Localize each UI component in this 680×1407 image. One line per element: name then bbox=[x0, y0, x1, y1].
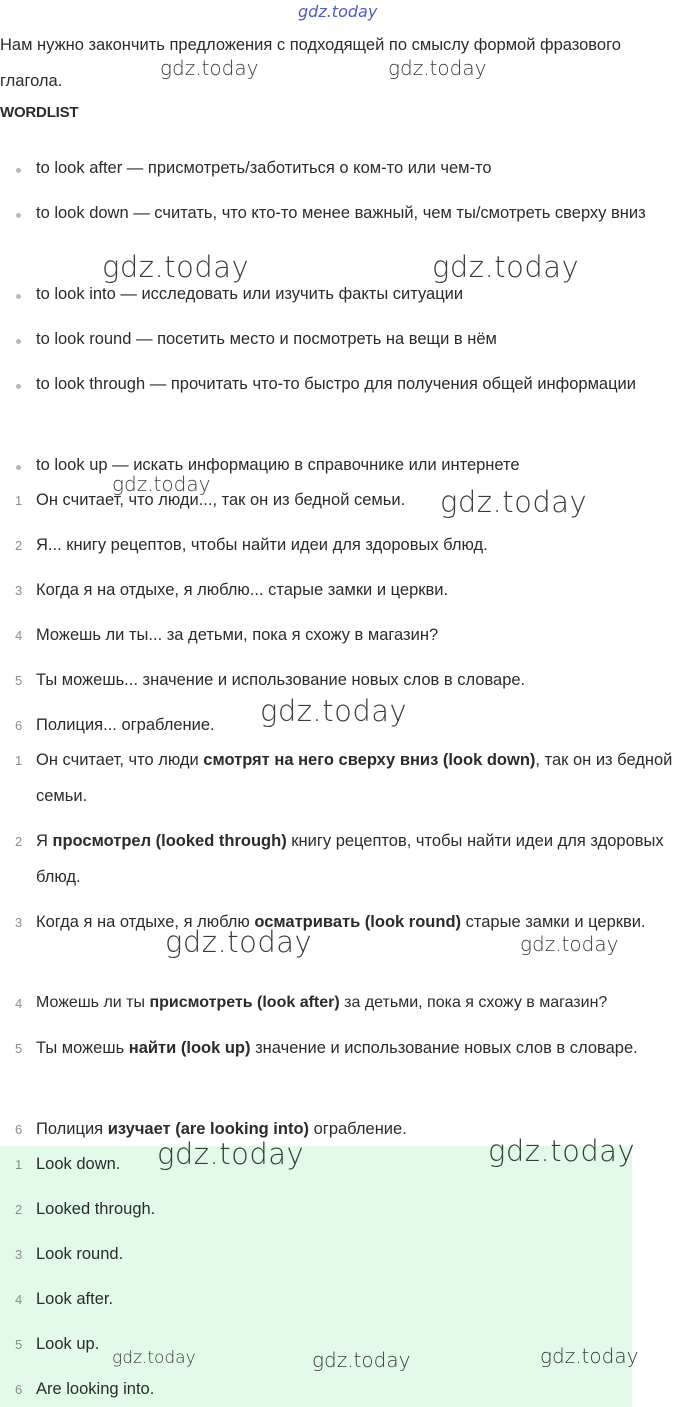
list-item-text: to look through — прочитать что-то быстро для получения общей информации bbox=[36, 375, 636, 393]
watermark: gdz.today bbox=[260, 694, 408, 728]
watermark: gdz.today bbox=[157, 1137, 305, 1171]
watermark: gdz.today bbox=[112, 1348, 196, 1368]
item-number: 1 bbox=[15, 1157, 23, 1172]
translation-bold: присмотреть (look after) bbox=[149, 994, 340, 1011]
answer-text: Look round. bbox=[36, 1245, 124, 1263]
answer-text: Look down. bbox=[36, 1155, 121, 1173]
answer-text: Looked through. bbox=[36, 1200, 156, 1218]
bullet-icon bbox=[16, 384, 21, 389]
bullet-icon bbox=[16, 294, 21, 299]
translation-before: Он считает, что люди bbox=[36, 751, 204, 769]
item-number: 4 bbox=[15, 1292, 23, 1307]
exercise-text: Можешь ли ты... за детьми, пока я схожу в магазин? bbox=[36, 626, 439, 644]
watermark: gdz.today bbox=[540, 1344, 639, 1368]
translation-after: , так он из бедной семьи. bbox=[36, 751, 673, 805]
item-number: 6 bbox=[15, 718, 23, 733]
list-item-text: to look into — исследовать или изучить факты ситуации bbox=[36, 285, 464, 303]
answer-text: Are looking into. bbox=[36, 1380, 155, 1398]
item-number: 2 bbox=[15, 1202, 23, 1217]
bullet-icon bbox=[16, 213, 21, 218]
translation-after: за детьми, пока я схожу в магазин? bbox=[339, 994, 608, 1011]
translation-text bbox=[36, 1030, 680, 1066]
watermark: gdz.today bbox=[388, 56, 487, 80]
watermark: gdz.today bbox=[112, 472, 211, 496]
item-number: 2 bbox=[15, 834, 23, 849]
wordlist-title: WORDLIST bbox=[0, 104, 79, 121]
exercise-text: Я... книгу рецептов, чтобы найти идеи для здоровых блюд. bbox=[36, 536, 488, 554]
exercise-text: Он считает, что люди..., так он из бедной семьи. bbox=[36, 491, 406, 509]
translation-before: Полиция bbox=[36, 1120, 108, 1138]
watermark: gdz.today bbox=[102, 250, 250, 284]
translation-text bbox=[36, 823, 680, 895]
watermark: gdz.today bbox=[440, 485, 588, 519]
translation-before: Я bbox=[36, 832, 53, 850]
translation-before: Можешь ли ты bbox=[36, 994, 150, 1011]
bullet-icon bbox=[16, 339, 21, 344]
item-number: 4 bbox=[15, 996, 23, 1011]
intro-text: Нам нужно закончить предложения с подходящей по смыслу формой фразового глагола. bbox=[0, 36, 621, 90]
bullet-icon bbox=[16, 465, 21, 470]
watermark: gdz.today bbox=[488, 1134, 636, 1168]
item-number: 4 bbox=[15, 628, 23, 643]
list-item-text: to look after — присмотреть/заботиться о ком-то или чем-то bbox=[36, 159, 492, 177]
translation-bold: просмотрел (looked through) bbox=[52, 832, 287, 850]
item-number: 3 bbox=[15, 915, 23, 930]
translation-bold: осматривать (look round) bbox=[254, 913, 462, 931]
item-number: 5 bbox=[15, 1041, 23, 1056]
translation-after: старые замки и церкви. bbox=[461, 913, 646, 931]
item-number: 6 bbox=[15, 1122, 23, 1137]
item-number: 1 bbox=[15, 493, 23, 508]
item-number: 3 bbox=[15, 1247, 23, 1262]
watermark: gdz.today bbox=[160, 56, 259, 80]
item-number: 3 bbox=[15, 583, 23, 598]
translation-text bbox=[36, 742, 680, 814]
translation-bold: найти (look up) bbox=[128, 1039, 251, 1057]
translation-before: Ты можешь bbox=[36, 1039, 129, 1057]
watermark: gdz.today bbox=[312, 1348, 411, 1372]
translation-after: книгу рецептов, чтобы найти идеи для здоровых блюд. bbox=[36, 832, 664, 886]
bullet-icon bbox=[16, 168, 21, 173]
exercise-text: Полиция... ограбление. bbox=[36, 716, 215, 734]
watermark: gdz.today bbox=[520, 932, 619, 956]
answer-text: Look after. bbox=[36, 1290, 114, 1308]
exercise-text: Когда я на отдыхе, я люблю... старые замки и церкви. bbox=[36, 581, 449, 599]
translation-after: ограбление. bbox=[309, 1120, 407, 1138]
list-item-text: to look round — посетить место и посмотреть на вещи в нём bbox=[36, 330, 497, 348]
watermark: gdz.today bbox=[165, 925, 313, 959]
translation-bold: смотрят на него сверху вниз (look down) bbox=[203, 751, 536, 769]
watermark: gdz.today bbox=[298, 2, 378, 21]
exercise-text: Ты можешь... значение и использование новых слов в словаре. bbox=[36, 671, 526, 689]
translation-before: Когда я на отдыхе, я люблю bbox=[36, 913, 255, 931]
watermark: gdz.today bbox=[432, 250, 580, 284]
translation-bold: изучает (are looking into) bbox=[107, 1120, 310, 1138]
item-number: 1 bbox=[15, 753, 23, 768]
translation-text bbox=[36, 985, 680, 1021]
list-item-text: to look up — искать информацию в справочнике или интернете bbox=[36, 456, 520, 474]
translation-after: значение и использование новых слов в словаре. bbox=[250, 1039, 638, 1057]
item-number: 2 bbox=[15, 538, 23, 553]
item-number: 5 bbox=[15, 673, 23, 688]
answer-text: Look up. bbox=[36, 1335, 100, 1353]
item-number: 6 bbox=[15, 1382, 23, 1397]
item-number: 5 bbox=[15, 1337, 23, 1352]
list-item-text: to look down — считать, что кто-то менее важный, чем ты/смотреть сверху вниз bbox=[36, 204, 646, 222]
